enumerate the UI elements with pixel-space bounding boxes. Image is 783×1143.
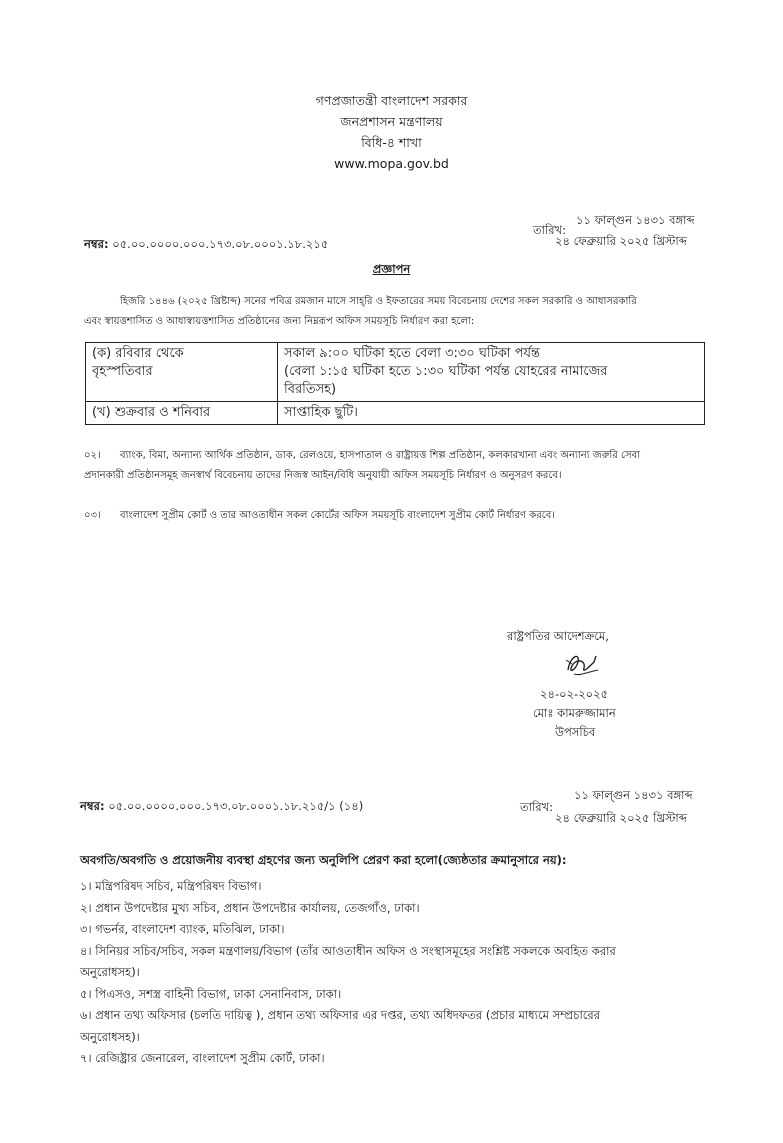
list-item: অনুরোধসহ)। [80, 1029, 140, 1044]
list-item: ৭। রেজিষ্ট্রার জেনারেল, বাংলাদেশ সুপ্রীম কোর্ট, ঢাকা। [80, 1051, 325, 1065]
memo-date-bangla: ১১ ফাল্গুন ১৪৩১ বঙ্গাব্দ [576, 213, 695, 227]
schedule-time-text: সাপ্তাহিক ছুটি। [284, 405, 358, 420]
government-name: গণপ্রজাতন্ত্রী বাংলাদেশ সরকার [315, 93, 468, 108]
distribution-title: অবগতি/অবগতি ও প্রয়োজনীয় ব্যবস্থা গ্রহণের জন্য অনুলিপি প্রেরণ করা হলো(জ্যেষ্ঠতার ক্রমানুসারে নয়): [80, 853, 567, 867]
website-link[interactable]: www.mopa.gov.bd [334, 156, 449, 171]
memo-2-date-bangla: ১১ ফাল্গুন ১৪৩১ বঙ্গাব্দ [574, 788, 693, 802]
para-3-text: বাংলাদেশ সুপ্রীম কোর্ট ও তার আওতাধীন সকল কোর্টের অফিস সময়সূচি বাংলাদেশ সুপ্রীম কোর্ট নির্ধারণ করবে। [120, 510, 555, 521]
list-item: ৫। পিএসও, সশস্ত্র বাহিনী বিভাগ, ঢাকা সেনানিবাস, ঢাকা। [80, 986, 342, 1001]
list-item: ৩। গভর্নর, বাংলাদেশ ব্যাংক, মতিঝিল, ঢাকা। [80, 922, 285, 936]
by-order-text: রাষ্ট্রপতির আদেশক্রমে, [507, 629, 609, 643]
memo-2-date-gregorian: ২৪ ফেব্রুয়ারি ২০২৫ খ্রিস্টাব্দ [555, 811, 687, 825]
memo-number-value: ০৫.০০.০০০০.০০০.১৭৩.০৮.০০০১.১৮.২১৫ [112, 237, 329, 251]
signature-image [560, 648, 604, 682]
intro-line-1: হিজরি ১৪৪৬ (২০২৫ খ্রিষ্টাব্দ) সনের পবিত্র রমজান মাসে সাহ্‌রি ও ইফতারের সময় বিবেচনায় দেশের সকল সরকারি ও আধাসরকারি [120, 296, 637, 307]
signatory-designation: উপসচিব [555, 725, 596, 739]
list-item: ৬। প্রধান তথ্য অফিসার (চলতি দায়িত্ব ), প্রধান তথ্য অফিসার এর দপ্তর, তথ্য অধিদফতর (প্রচার মাধ্যমে সম্প্রচারের [80, 1008, 601, 1022]
list-item: ১। মন্ত্রিপরিষদ সচিব, মন্ত্রিপরিষদ বিভাগ। [80, 879, 262, 893]
memo-2-number-label: নম্বর: [80, 799, 105, 813]
ministry-name: জনপ্রশাসন মন্ত্রণালয় [340, 114, 443, 129]
para-2-number: ০২। [84, 450, 101, 461]
memo-date-gregorian: ২৪ ফেব্রুয়ারি ২০২৫ খ্রিস্টাব্দ [555, 234, 687, 248]
list-item: অনুরোধসহ)। [80, 965, 140, 979]
schedule-time-cell [278, 343, 705, 402]
signature-date: ২৪-০২-২০২৫ [540, 687, 609, 701]
para-3-number: ০৩। [84, 510, 101, 521]
para-2-line-2: প্রদানকারী প্রতিষ্ঠানসমূহ জনস্বার্থ বিবেচনায় তাদের নিজস্ব আইন/বিধি অনুযায়ী অফিস সময়সূচি নির্ধারণ ও অনুসরণ করবে। [84, 470, 562, 481]
signatory-name: মোঃ কামরুজ্জামান [533, 706, 616, 720]
schedule-days-cell [86, 343, 278, 402]
notice-title: প্রজ্ঞাপন [372, 262, 411, 276]
memo-2-number [80, 798, 363, 817]
schedule-time-text: (বেলা ১:১৫ ঘটিকা হতে ১:৩০ ঘটিকা পর্যন্ত যোহরের নামাজের [284, 364, 608, 379]
section-name: বিধি-৪ শাখা [361, 135, 422, 150]
memo-2-number-value: ০৫.০০.০০০০.০০০.১৭৩.০৮.০০০১.১৮.২১৫/১ (১৪) [108, 799, 364, 813]
para-2-line-1: ব্যাংক, বিমা, অন্যান্য আর্থিক প্রতিষ্ঠান, ডাক, রেলওয়ে, হাসপাতাল ও রাষ্ট্রায়ত্ত শিল্প প্রতিষ্ঠান, কলকারখানা এবং অন্যান্য জরুরি সেবা [120, 450, 641, 461]
schedule-days-text: (ক) রবিবার থেকে [92, 346, 184, 361]
office-schedule-table [85, 342, 705, 425]
table-row [86, 402, 705, 425]
memo-2-date-label: তারিখ: [520, 800, 554, 814]
memo-date-label: তারিখ: [533, 223, 567, 237]
memo-number [84, 236, 328, 255]
intro-line-2: এবং স্বায়ত্তশাসিত ও আধাস্বায়ত্তশাসিত প্রতিষ্ঠানের জন্য নিম্নরূপ অফিস সময়সূচি নির্ধারণ করা হলো: [84, 316, 475, 327]
list-item: ৪। সিনিয়র সচিব/সচিব, সকল মন্ত্রণালয়/বিভাগ (তাঁর আওতাধীন অফিস ও সংস্থাসমূহের সংশ্লিষ্ট সকলকে অবহিত করার [80, 943, 616, 958]
distribution-list [80, 876, 616, 1070]
memo-number-label: নম্বর: [84, 237, 109, 251]
list-item: ২। প্রধান উপদেষ্টার মুখ্য সচিব, প্রধান উপদেষ্টার কার্যালয়, তেজগাঁও, ঢাকা। [80, 900, 420, 915]
schedule-time-cell [278, 402, 705, 425]
schedule-time-text: বিরতিসহ) [284, 382, 337, 397]
schedule-days-cell [86, 402, 278, 425]
schedule-days-text: (খ) শুক্রবার ও শনিবার [92, 405, 211, 420]
schedule-days-text: বৃহস্পতিবার [92, 364, 153, 379]
schedule-time-text: সকাল ৯:০০ ঘটিকা হতে বেলা ৩:৩০ ঘটিকা পর্যন্ত [284, 346, 540, 361]
table-row [86, 343, 705, 402]
